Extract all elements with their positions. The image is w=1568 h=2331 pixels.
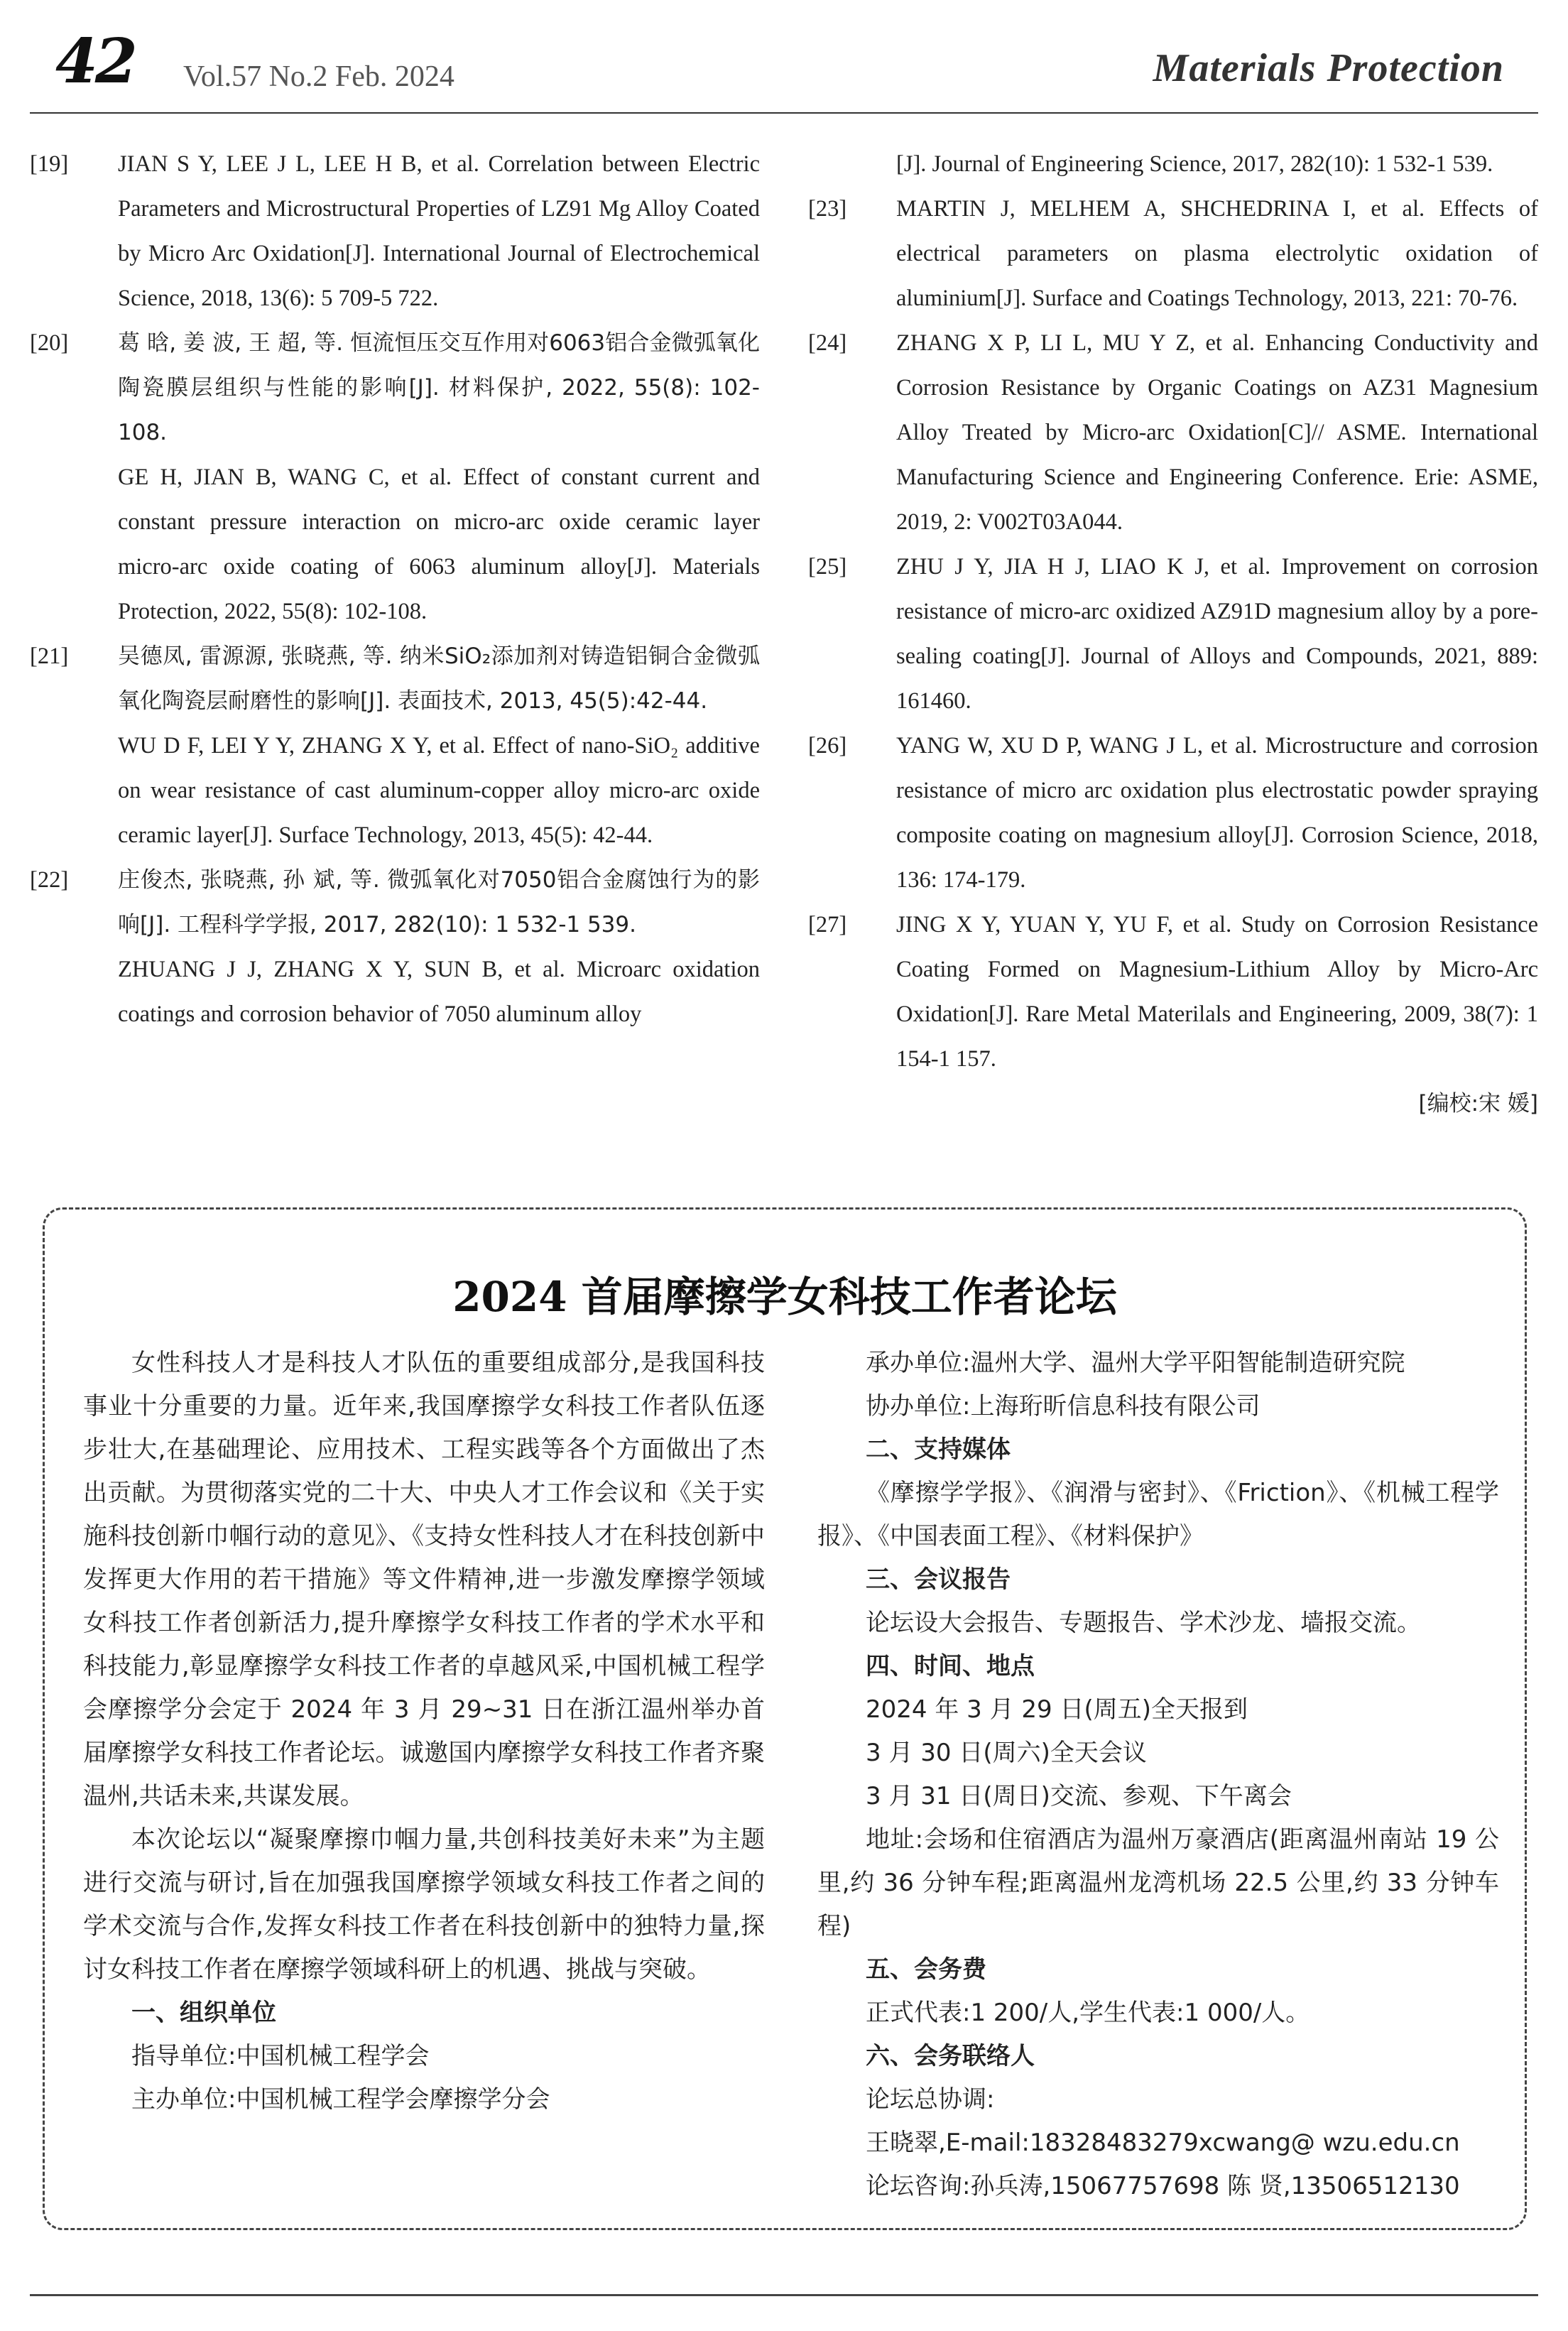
references-right-column xyxy=(807,142,1538,1126)
reference-text-zh: 庄俊杰, 张晓燕, 孙 斌, 等. 微弧氧化对7050铝合金腐蚀行为的影响[J]. 工程科学学报, 2017, 282(10): 1 532-1 539. xyxy=(118,867,760,938)
reference-item xyxy=(807,545,1538,724)
reference-number: [26] xyxy=(808,733,847,759)
fee-text: 正式代表:1 200/人,学生代表:1 000/人。 xyxy=(866,1999,1310,2027)
reference-text: MARTIN J, MELHEM A, SHCHEDRINA I, et al. Effects of electrical parameters on plasma electrolytic oxidation of aluminium[J]. Surface and Coatings Technology, 2013, 221: 70-76. xyxy=(896,196,1538,311)
reference-text: JIAN S Y, LEE J L, LEE H B, et al. Correlation between Electric Parameters and Microstructural Properties of LZ91 Mg Alloy Coated by Micro Arc Oxidation[J]. International Journal of Electrochemical Science, 2018, 13(6): 5 709-5 722. xyxy=(118,151,760,311)
notice-left-column xyxy=(83,1342,765,2121)
editor-note: [编校:宋 媛] xyxy=(1418,1091,1538,1116)
section-heading: 六、会务联络人 xyxy=(866,2042,1035,2070)
issue-info: Vol.57 No.2 Feb. 2024 xyxy=(183,60,454,93)
reference-text-en: ZHUANG J J, ZHANG X Y, SUN B, et al. Microarc oxidation coatings and corrosion behavior of 7050 aluminum alloy xyxy=(118,957,760,1027)
section-heading: 二、支持媒体 xyxy=(866,1435,1011,1464)
reference-number: [27] xyxy=(808,912,847,938)
reference-number: [21] xyxy=(30,643,69,669)
reference-text-en: GE H, JIAN B, WANG C, et al. Effect of constant current and constant pressure interaction on micro-arc oxide ceramic layer micro-arc oxide coating of 6063 aluminum alloy[J]. Materials Protection, 2022, 55(8): 102-108. xyxy=(118,464,760,624)
coordinator-label: 论坛总协调: xyxy=(866,2085,995,2114)
section-heading: 三、会议报告 xyxy=(866,1565,1011,1594)
contact-phone: 论坛咨询:孙兵涛,15067757698 陈 贤,13506512130 xyxy=(866,2172,1460,2200)
guide-unit: 指导单位:中国机械工程学会 xyxy=(131,2042,430,2070)
reference-item xyxy=(807,187,1538,321)
reference-text-en: WU D F, LEI Y Y, ZHANG X Y, et al. Effect of nano-SiO₂ additive on wear resistance of cast aluminum-copper alloy micro-arc oxide ceramic layer[J]. Surface Technology, 2013, 45(5): 42-44. xyxy=(118,733,760,848)
reference-number: [24] xyxy=(808,330,847,356)
schedule-day: 3 月 31 日(周日)交流、参观、下午离会 xyxy=(866,1782,1292,1810)
reference-text-zh: 葛 晗, 姜 波, 王 超, 等. 恒流恒压交互作用对6063铝合金微弧氧化陶瓷膜层组织与性能的影响[J]. 材料保护, 2022, 55(8): 102-108. xyxy=(118,330,760,445)
header-divider xyxy=(30,112,1538,114)
reference-number: [25] xyxy=(808,554,847,580)
page-header xyxy=(0,0,1568,107)
forum-notice-box xyxy=(43,1207,1527,2230)
reference-text: [J]. Journal of Engineering Science, 2017, 282(10): 1 532-1 539. xyxy=(896,151,1493,177)
reference-text: YANG W, XU D P, WANG J L, et al. Microstructure and corrosion resistance of micro arc oxidation plus electrostatic powder spraying composite coating on magnesium alloy[J]. Corrosion Science, 2018, 136: 174-179. xyxy=(896,733,1538,893)
media-list: 《摩擦学学报》、《润滑与密封》、《Friction》、《机械工程学报》、《中国表面工程》、《材料保护》 xyxy=(817,1479,1499,1550)
intro-paragraph: 本次论坛以“凝聚摩擦巾帼力量,共创科技美好未来”为主题进行交流与研讨,旨在加强我国摩擦学领域女科技工作者之间的学术交流与合作,发挥女科技工作者在科技创新中的独特力量,探讨女科技工作者在摩擦学领域科研上的机遇、挑战与突破。 xyxy=(83,1825,765,1984)
reference-item xyxy=(28,321,760,634)
reference-item xyxy=(807,321,1538,545)
footer-divider xyxy=(30,2294,1538,2296)
notice-right-column xyxy=(817,1342,1499,2208)
section-heading: 一、组织单位 xyxy=(131,1999,276,2027)
schedule-day: 2024 年 3 月 29 日(周五)全天报到 xyxy=(866,1695,1248,1724)
page-number: 42 xyxy=(55,26,135,97)
reference-text: ZHANG X P, LI L, MU Y Z, et al. Enhancing Conductivity and Corrosion Resistance by Organic Coatings on AZ31 Magnesium Alloy Treated by Micro-arc Oxidation[C]// ASME. International Manufacturing Science and Engineering Conference. Erie: ASME, 2019, 2: V002T03A044. xyxy=(896,330,1538,535)
reference-number: [23] xyxy=(808,196,847,222)
intro-paragraph: 女性科技人才是科技人才队伍的重要组成部分,是我国科技事业十分重要的力量。近年来,我国摩擦学女科技工作者队伍逐步壮大,在基础理论、应用技术、工程实践等各个方面做出了杰出贡献。为贯彻落实党的二十大、中央人才工作会议和《关于实施科技创新巾帼行动的意见》、《支持女性科技人才在科技创新中发挥更大作用的若干措施》等文件精神,进一步激发摩擦学领域女科技工作者创新活力,提升摩擦学女科技工作者的学术水平和科技能力,彰显摩擦学女科技工作者的卓越风采,中国机械工程学会摩擦学分会定于 2024 年 3 月 29~31 日在浙江温州举办首届摩擦学女科技工作者论坛。诚邀国内摩擦学女科技工作者齐聚温州,共话未来,共谋发展。 xyxy=(83,1349,765,1810)
reference-item xyxy=(28,634,760,858)
journal-name: Materials Protection xyxy=(1153,46,1504,90)
reference-continuation xyxy=(807,142,1538,187)
co-organizer-unit: 协办单位:上海珩昕信息科技有限公司 xyxy=(866,1392,1261,1420)
venue-address: 地址:会场和住宿酒店为温州万豪酒店(距离温州南站 19 公里,约 36 分钟车程;距离温州龙湾机场 22.5 公里,约 33 分钟车程) xyxy=(817,1825,1499,1940)
host-unit: 主办单位:中国机械工程学会摩擦学分会 xyxy=(131,2085,550,2114)
organizer-unit: 承办单位:温州大学、温州大学平阳智能制造研究院 xyxy=(866,1349,1405,1377)
reference-item xyxy=(28,858,760,1037)
reference-text: JING X Y, YUAN Y, YU F, et al. Study on Corrosion Resistance Coating Formed on Magnesium-Lithium Alloy by Micro-Arc Oxidation[J]. Rare Metal Materilals and Engineering, 2009, 38(7): 1 154-1 157. xyxy=(896,912,1538,1072)
contact-email: 王晓翠,E-mail:18328483279xcwang@ wzu.edu.cn xyxy=(866,2129,1460,2157)
schedule-day: 3 月 30 日(周六)全天会议 xyxy=(866,1739,1147,1767)
reference-text-zh: 吴德凤, 雷源源, 张晓燕, 等. 纳米SiO₂添加剂对铸造铝铜合金微弧氧化陶瓷层耐磨性的影响[J]. 表面技术, 2013, 45(5):42-44. xyxy=(118,643,760,714)
reference-text: ZHU J Y, JIA H J, LIAO K J, et al. Improvement on corrosion resistance of micro-arc oxidized AZ91D magnesium alloy by a pore-sealing coating[J]. Journal of Alloys and Compounds, 2021, 889: 161460. xyxy=(896,554,1538,714)
reference-item xyxy=(807,724,1538,903)
section-heading: 四、时间、地点 xyxy=(866,1652,1035,1680)
notice-title: 2024 首届摩擦学女科技工作者论坛 xyxy=(452,1273,1117,1321)
reference-item xyxy=(28,142,760,321)
reference-number: [19] xyxy=(30,151,69,177)
reference-item xyxy=(807,903,1538,1126)
references-left-column xyxy=(28,142,760,1037)
report-types: 论坛设大会报告、专题报告、学术沙龙、墙报交流。 xyxy=(866,1609,1421,1637)
section-heading: 五、会务费 xyxy=(866,1955,986,1984)
reference-number: [22] xyxy=(30,867,69,893)
reference-number: [20] xyxy=(30,330,69,356)
